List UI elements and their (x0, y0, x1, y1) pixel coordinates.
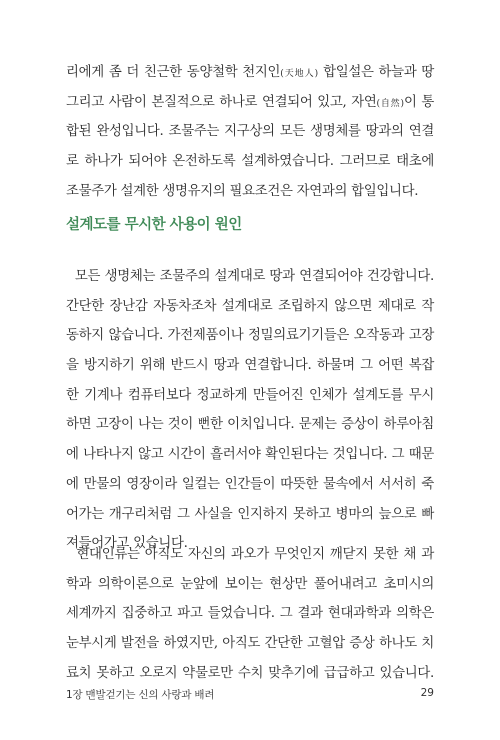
text-line: 어가는 개구리처럼 그 사실을 인지하지 못하고 병마의 늪으로 빠 (66, 506, 434, 522)
page-number: 29 (420, 687, 434, 699)
running-footer-chapter: 1장 맨발걷기는 신의 사랑과 배려 (66, 689, 215, 701)
text-line: 료치 못하고 오로지 약물로만 수치 맞추기에 급급하고 있습니다. (66, 665, 434, 681)
text-line: 을 방지하기 위해 반드시 땅과 연결합니다. 하물며 그 어떤 복잡 (66, 358, 434, 374)
text-line: 져들어가고 있습니다. (66, 536, 188, 552)
text-line: 학과 의학이론으로 눈앞에 보이는 현상만 풀어내려고 초미시의 (66, 576, 434, 592)
text-line: 눈부시게 발전을 하였지만, 아직도 간단한 고혈압 증상 하나도 치 (66, 636, 434, 652)
text-line: 세계까지 집중하고 파고 들었습니다. 그 결과 현대과학과 의학은 (66, 606, 434, 622)
paragraph-intro (66, 58, 434, 206)
text-line: 리에게 좀 더 친근한 동양철학 천지인(天地人) 합일설은 하늘과 땅 (66, 65, 435, 80)
hanja-annotation: (自然) (376, 98, 404, 109)
text-line: 에 만물의 영장이라 일컬는 인간들이 따뜻한 물속에서 서서히 죽 (66, 476, 434, 492)
paragraph-design (66, 262, 434, 559)
text-line: 조물주가 설계한 생명유지의 필요조건은 자연과의 합일입니다. (66, 183, 419, 199)
paragraph-modern-humanity (66, 540, 434, 688)
text-line: 한 기계나 컴퓨터보다 정교하게 만들어진 인체가 설계도를 무시 (66, 387, 434, 403)
section-heading: 설계도를 무시한 사용이 원인 (66, 217, 242, 233)
text-line: 합된 완성입니다. 조물주는 지구상의 모든 생명체를 땅과의 연결 (66, 124, 434, 140)
text-line: 로 하나가 되어야 온전하도록 설계하였습니다. 그러므로 태초에 (66, 154, 434, 170)
text-line: 간단한 장난감 자동차조차 설계대로 조립하지 않으면 제대로 작 (66, 298, 434, 314)
text-line: 하면 고장이 나는 것이 뻔한 이치입니다. 문제는 증상이 하루아침 (66, 417, 434, 433)
text-line: 동하지 않습니다. 가전제품이나 정밀의료기기들은 오작동과 고장 (66, 328, 434, 344)
hanja-annotation: (天地人) (280, 69, 319, 79)
text-line: 에 나타나지 않고 시간이 흘러서야 확인된다는 것입니다. 그 때문 (66, 447, 434, 463)
text-line: 모든 생명체는 조물주의 설계대로 땅과 연결되어야 건강합니다. (66, 269, 434, 284)
text-line: 그리고 사람이 본질적으로 하나로 연결되어 있고, 자연(自然)이 통 (66, 94, 435, 110)
text-line: 현대인류는 아직도 자신의 과오가 무엇인지 깨닫지 못한 채 과 (66, 547, 434, 562)
